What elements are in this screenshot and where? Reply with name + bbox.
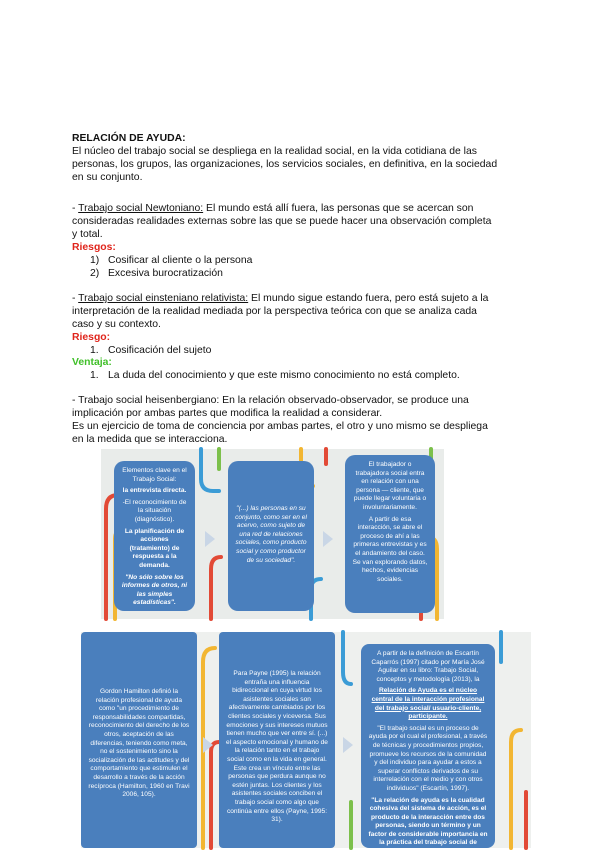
info-text: Elementos clave en el Trabajo Social: <box>122 467 187 483</box>
einsteniano-label: Trabajo social einsteniano relativista: <box>78 293 249 304</box>
intro-line: en su conjunto. <box>72 172 143 183</box>
heisenbergiano-line: implicación por ambas partes que modifica la realidad a considerar. <box>72 408 383 419</box>
einsteniano-prefix: - <box>72 293 79 304</box>
arrow-right-icon <box>203 737 213 753</box>
advantage-label: Ventaja: <box>72 357 112 368</box>
heisenbergiano-line: Es un ejercicio de toma de conciencia por ambas partes, el otro y uno mismo se despliega <box>72 421 488 432</box>
infographic-panel-2 <box>81 632 531 856</box>
info-text: "(...) las personas en su conjunto, como ser en el acervo, como sujeto de una red de relaciones sociales, como producto social y como productor de su sociedad". <box>235 505 307 564</box>
info-text: A partir de esa interacción, se abre el proceso de ahí a las primeras entrevistas y es el andamiento del caso. Se van explorando datos, hechos, evidencias sociales. <box>352 515 428 583</box>
info-text: La planificación de acciones (tratamiento) de respuesta a la demanda. <box>124 527 185 569</box>
einsteniano-text: caso y su contexto. <box>72 319 161 330</box>
info-text: El trabajador o trabajadora social entra en relación con una persona — cliente, que puede llegar voluntaria o involuntariamente. <box>353 461 427 511</box>
info-text: A partir de la definición de Escartín Caparrós (1997) citado por María José Aguilar en su libro: Trabajo Social, conceptos y metodología (2013), la <box>371 650 485 683</box>
list-item <box>90 254 252 267</box>
arrow-right-icon <box>343 737 353 753</box>
info-text: "El trabajo social es un proceso de ayuda por el cual el profesional, a través de técnicas y procedimientos propios, promueve los recursos de la comunidad y del individuo para ayudar a estos a superar conflictos derivados de su interrelación con el medio y con otros individuos" (Escartín, 1997). <box>368 724 488 792</box>
newtoniano-label: Trabajo social Newtoniano: <box>78 203 204 214</box>
list-text: Cosificación del sujeto <box>108 345 212 356</box>
heisenbergiano-line: - Trabajo social heisenbergiano: En la relación observado-observador, se produce una <box>72 395 469 406</box>
heisenbergiano-line: en la medida que se interacciona. <box>72 434 228 445</box>
einsteniano-text: El mundo sigue estando fuera, pero está sujeto a la <box>248 293 489 304</box>
arrow-right-icon <box>205 531 215 547</box>
info-box <box>219 632 335 848</box>
info-text: Gordon Hamilton definió la relación profesional de ayuda como "un procedimiento de responsabilidades compartidas, reconocimiento del derecho de los otros, aceptación de las diferencias, teniendo como meta, no el sostenimiento sino la socialización de las actitudes y del comportamiento que estimulen el desarrollo a través de la acción recíproca (Hamilton, 1960 en Travi 2006, 105). <box>88 688 190 799</box>
newtoniano-text: El mundo está allí fuera, las personas que se acercan son <box>203 203 474 214</box>
list-number: 1. <box>90 345 99 356</box>
risks-label: Riesgos: <box>72 242 116 253</box>
info-text: Relación de Ayuda es el núcleo central de la interacción profesional del trabajo social/ usuario-cliente, participante. <box>371 687 485 721</box>
newtoniano-text: y total. <box>72 229 103 240</box>
info-box <box>361 644 495 856</box>
info-text: la entrevista directa. <box>122 487 187 495</box>
list-item <box>90 267 223 280</box>
list-text: Cosificar al cliente o la persona <box>108 255 253 266</box>
intro-line: El núcleo del trabajo social se despliega en la realidad social, en la vida cotidiana de las <box>72 146 477 157</box>
page-title: RELACIÓN DE AYUDA: <box>72 133 186 144</box>
intro-paragraph <box>72 145 534 184</box>
info-box <box>228 461 314 611</box>
info-text: "La relación de ayuda es la cualidad cohesiva del sistema de acción, es el producto de la interacción entre dos personas, siendo un término y un factor de considerable importancia en la práctica del trabajo social de casos. <box>368 796 488 856</box>
info-box <box>81 632 197 848</box>
list-number: 1. <box>90 370 99 381</box>
info-text: "No sólo sobre los informes de otros, ni las simples estadísticas". <box>121 573 188 607</box>
heisenbergiano-paragraph <box>72 394 534 446</box>
list-item <box>90 369 460 382</box>
newtoniano-text: consideradas realidades externas sobre las que se puede hacer una observación completa <box>72 216 492 227</box>
risk-label: Riesgo: <box>72 332 111 343</box>
einsteniano-paragraph <box>72 292 534 344</box>
list-number: 2) <box>90 268 100 279</box>
info-box <box>114 461 195 611</box>
newtoniano-prefix: - <box>72 203 79 214</box>
intro-line: personas, los grupos, las organizaciones, los servicios sociales, en definitiva, en la sociedad <box>72 159 498 170</box>
newtoniano-paragraph <box>72 202 534 254</box>
info-text: -El reconocimiento de la situación (diagnóstico). <box>122 498 187 523</box>
infographic-panel-1 <box>101 449 444 619</box>
einsteniano-text: interpretación de la realidad mediada por la perspectiva teórica con que se analiza cada <box>72 306 477 317</box>
list-number: 1) <box>90 255 100 266</box>
arrow-right-icon <box>323 531 333 547</box>
list-text: La duda del conocimiento y que este mismo conocimiento no está completo. <box>108 370 460 381</box>
info-text: Para Payne (1995) la relación entraña una influencia bidireccional en cuya virtud los asistentes sociales son afectivamente cambiados por los clientes sociales y viceversa. Sus emociones y sus intereses mutuos tienen mucho que ver entre sí. (...) el aspecto emocional y humano de la relación tanto en el trabajo social como en la vida en general. Este crea un vínculo entre las personas que perdura aunque no estén juntas. Los clientes y los asistentes sociales conciben el trabajo social como algo que continúa entre ellos (Payne, 1995: 31). <box>226 670 328 824</box>
list-text: Excesiva burocratización <box>108 268 223 279</box>
info-box <box>345 455 435 613</box>
